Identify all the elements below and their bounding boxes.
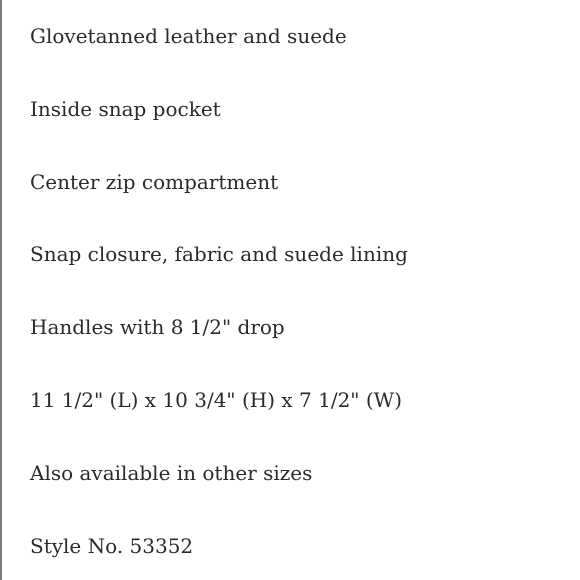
- feature-handle-drop: Handles with 8 1/2" drop: [30, 315, 285, 340]
- feature-style-number: Style No. 53352: [30, 533, 194, 558]
- feature-inside-pocket: Inside snap pocket: [30, 96, 221, 121]
- feature-list: [30, 22, 408, 580]
- feature-material: Glovetanned leather and suede: [30, 24, 347, 48]
- feature-dimensions: 11 1/2" (L) x 10 3/4" (H) x 7 1/2" (W): [30, 387, 403, 412]
- feature-other-sizes: Also available in other sizes: [30, 460, 313, 485]
- feature-zip-compartment: Center zip compartment: [30, 169, 279, 194]
- feature-closure-lining: Snap closure, fabric and suede lining: [30, 242, 408, 267]
